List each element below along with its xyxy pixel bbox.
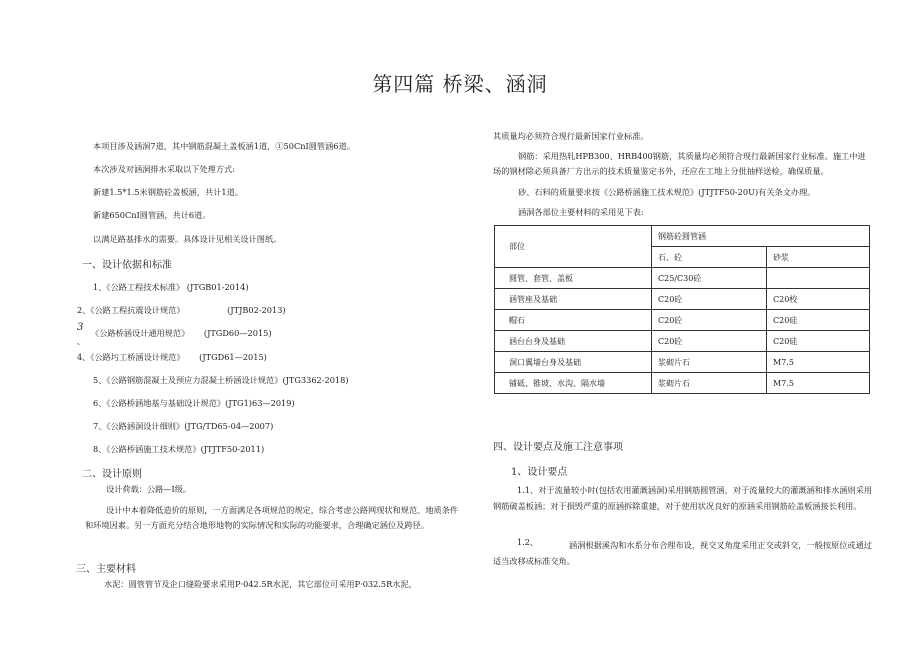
cell-mortar: C20硅 bbox=[767, 331, 870, 352]
table-row bbox=[495, 373, 870, 394]
cell-concrete: C20砼 bbox=[652, 331, 767, 352]
standard-item: 1、《公路工程技术标准》 (JTGB01-2014) bbox=[93, 282, 249, 292]
header-group: 钢筋砼圆管涵 bbox=[652, 226, 870, 247]
stone-text: 砂、石料的质量要求按《公路桥涵施工技术规范》(JTJTF50-20U)有关条文办理。 bbox=[518, 187, 816, 197]
steel-text: 钢筋：采用热轧HPB300、HRB400钢筋，其质量均必须符合现行最新国家行业标准。施工中进场的钢材除必须具备厂方出示的技术质量鉴定书外，还应在工地上分批抽样送检，确保质量。 bbox=[493, 151, 866, 176]
intro-line: 新建650CnI圆管涵，共计6道。 bbox=[93, 210, 211, 220]
cell-part: 帽石 bbox=[495, 310, 652, 331]
cell-part: 涵台台身及基础 bbox=[495, 331, 652, 352]
cell-part: 圆管、套管、盖板 bbox=[495, 268, 652, 289]
table-header-row bbox=[495, 226, 870, 247]
cell-concrete: 浆砌片石 bbox=[652, 373, 767, 394]
design-principle-text: 设计中本着降低造价的原则，一方面满足各项规范的规定，综合考虑公路网现状和规范、地质条件和环境因素。另一方面充分结合地形地物的实际情况和实际的功能要求，合理确定涵位及跨径。 bbox=[85, 505, 459, 530]
standard-item: 《公路桥涵设计通用规范》 (JTGD60—2015) bbox=[91, 328, 272, 338]
standard-item: 7、《公路涵洞设计细则》(JTG/TD65-04—2007) bbox=[93, 421, 274, 431]
standard-item: 4、《公路圬工桥涵设计规范》 (JTGD61—2015) bbox=[77, 352, 267, 362]
point-1-1: 1.1、对于流量较小时(包括农用灌溉涵洞)采用钢筋圆管涵，对于流量较大的灌溉涵和排水涵则采用钢筋破盖板涵；对于损毁严重的原涵拆除重建，对于使用状况良好的原涵采用钢筋砼盖板涵接长利用。 bbox=[493, 485, 873, 511]
standard-item: 2、《公路工程抗震设计规范》 (JTJB02-2013) bbox=[77, 305, 286, 315]
cell-part: 铺砥、锥坡、水沟、隔水墙 bbox=[495, 373, 652, 394]
cell-mortar: M7.5 bbox=[767, 373, 870, 394]
table-row bbox=[495, 268, 870, 289]
point-1-2: 涵洞根据溪沟和水系分布合理布设，视交叉角度采用正交或斜交，一般按原位或通过适当改移成标准交角。 bbox=[493, 540, 872, 566]
table-caption: 涵洞各部位主要材料的采用见下表: bbox=[518, 207, 644, 217]
intro-line: 新建1.5*1.5米钢筋砼盖板涵，共计1道。 bbox=[93, 187, 243, 197]
table-row bbox=[495, 352, 870, 373]
cell-mortar bbox=[767, 268, 870, 289]
header-part: 部位 bbox=[495, 226, 652, 268]
cell-concrete: 浆砌片石 bbox=[652, 352, 767, 373]
intro-line: 本项目涉及涵洞7道，其中钢筋混凝土盖板涵1道，①50CnI圆管涵6道。 bbox=[93, 141, 355, 151]
materials-table bbox=[494, 225, 870, 394]
standard-item: 8、《公路桥涵施工技术规范》(JTJTF50-2011) bbox=[93, 444, 265, 454]
section-heading-1: 一、设计依据和标准 bbox=[82, 260, 172, 271]
cell-mortar: C20硅 bbox=[767, 310, 870, 331]
section-heading-3: 三、主要材料 bbox=[76, 564, 136, 575]
design-load: 设计荷载：公路—I级。 bbox=[106, 484, 192, 494]
cell-mortar: M7.5 bbox=[767, 352, 870, 373]
standard-number-mark: 、 bbox=[77, 336, 86, 346]
standard-item: 5、《公路钢筋混凝土及预应力混凝土桥涵设计规范》(JTG3362-2018) bbox=[93, 375, 349, 385]
standard-item: 6、《公路桥涵地基与基础设计规范》(JTG1)63—2019) bbox=[93, 398, 295, 408]
cell-concrete: C20砼 bbox=[652, 289, 767, 310]
intro-line: 以满足路基排水的需要。具体设计见相关设计图纸。 bbox=[93, 234, 282, 244]
cell-concrete: C20砼 bbox=[652, 310, 767, 331]
standard-number: 3 bbox=[77, 322, 84, 333]
cell-part: 洞口翼墙台身及基础 bbox=[495, 352, 652, 373]
point-1-2-number: 1.2、 bbox=[517, 537, 539, 547]
cement-text: 水泥：圆管管节及企口缝险要求采用P·042.5R水泥，其它部位可采用P·032.5R水泥， bbox=[104, 579, 417, 589]
section-heading-4: 四、设计要点及施工注意事项 bbox=[493, 442, 623, 453]
intro-line: 本次涉及对涵洞排水采取以下处理方式: bbox=[93, 164, 235, 174]
subheading-design-points: 1、设计要点 bbox=[511, 467, 568, 478]
table-row bbox=[495, 331, 870, 352]
table-row bbox=[495, 289, 870, 310]
table-row bbox=[495, 310, 870, 331]
cell-concrete: C25/C30砼 bbox=[652, 268, 767, 289]
cell-mortar: C20校 bbox=[767, 289, 870, 310]
cell-part: 涵管座及基础 bbox=[495, 289, 652, 310]
page-title: 第四篇 桥梁、涵洞 bbox=[372, 72, 548, 96]
header-col1: 石、砼 bbox=[652, 247, 767, 268]
section-heading-2: 二、设计原则 bbox=[82, 469, 142, 480]
header-col2: 砂浆 bbox=[767, 247, 870, 268]
quality-text: 其质量均必须符合现行最新国家行业标准。 bbox=[493, 131, 649, 141]
